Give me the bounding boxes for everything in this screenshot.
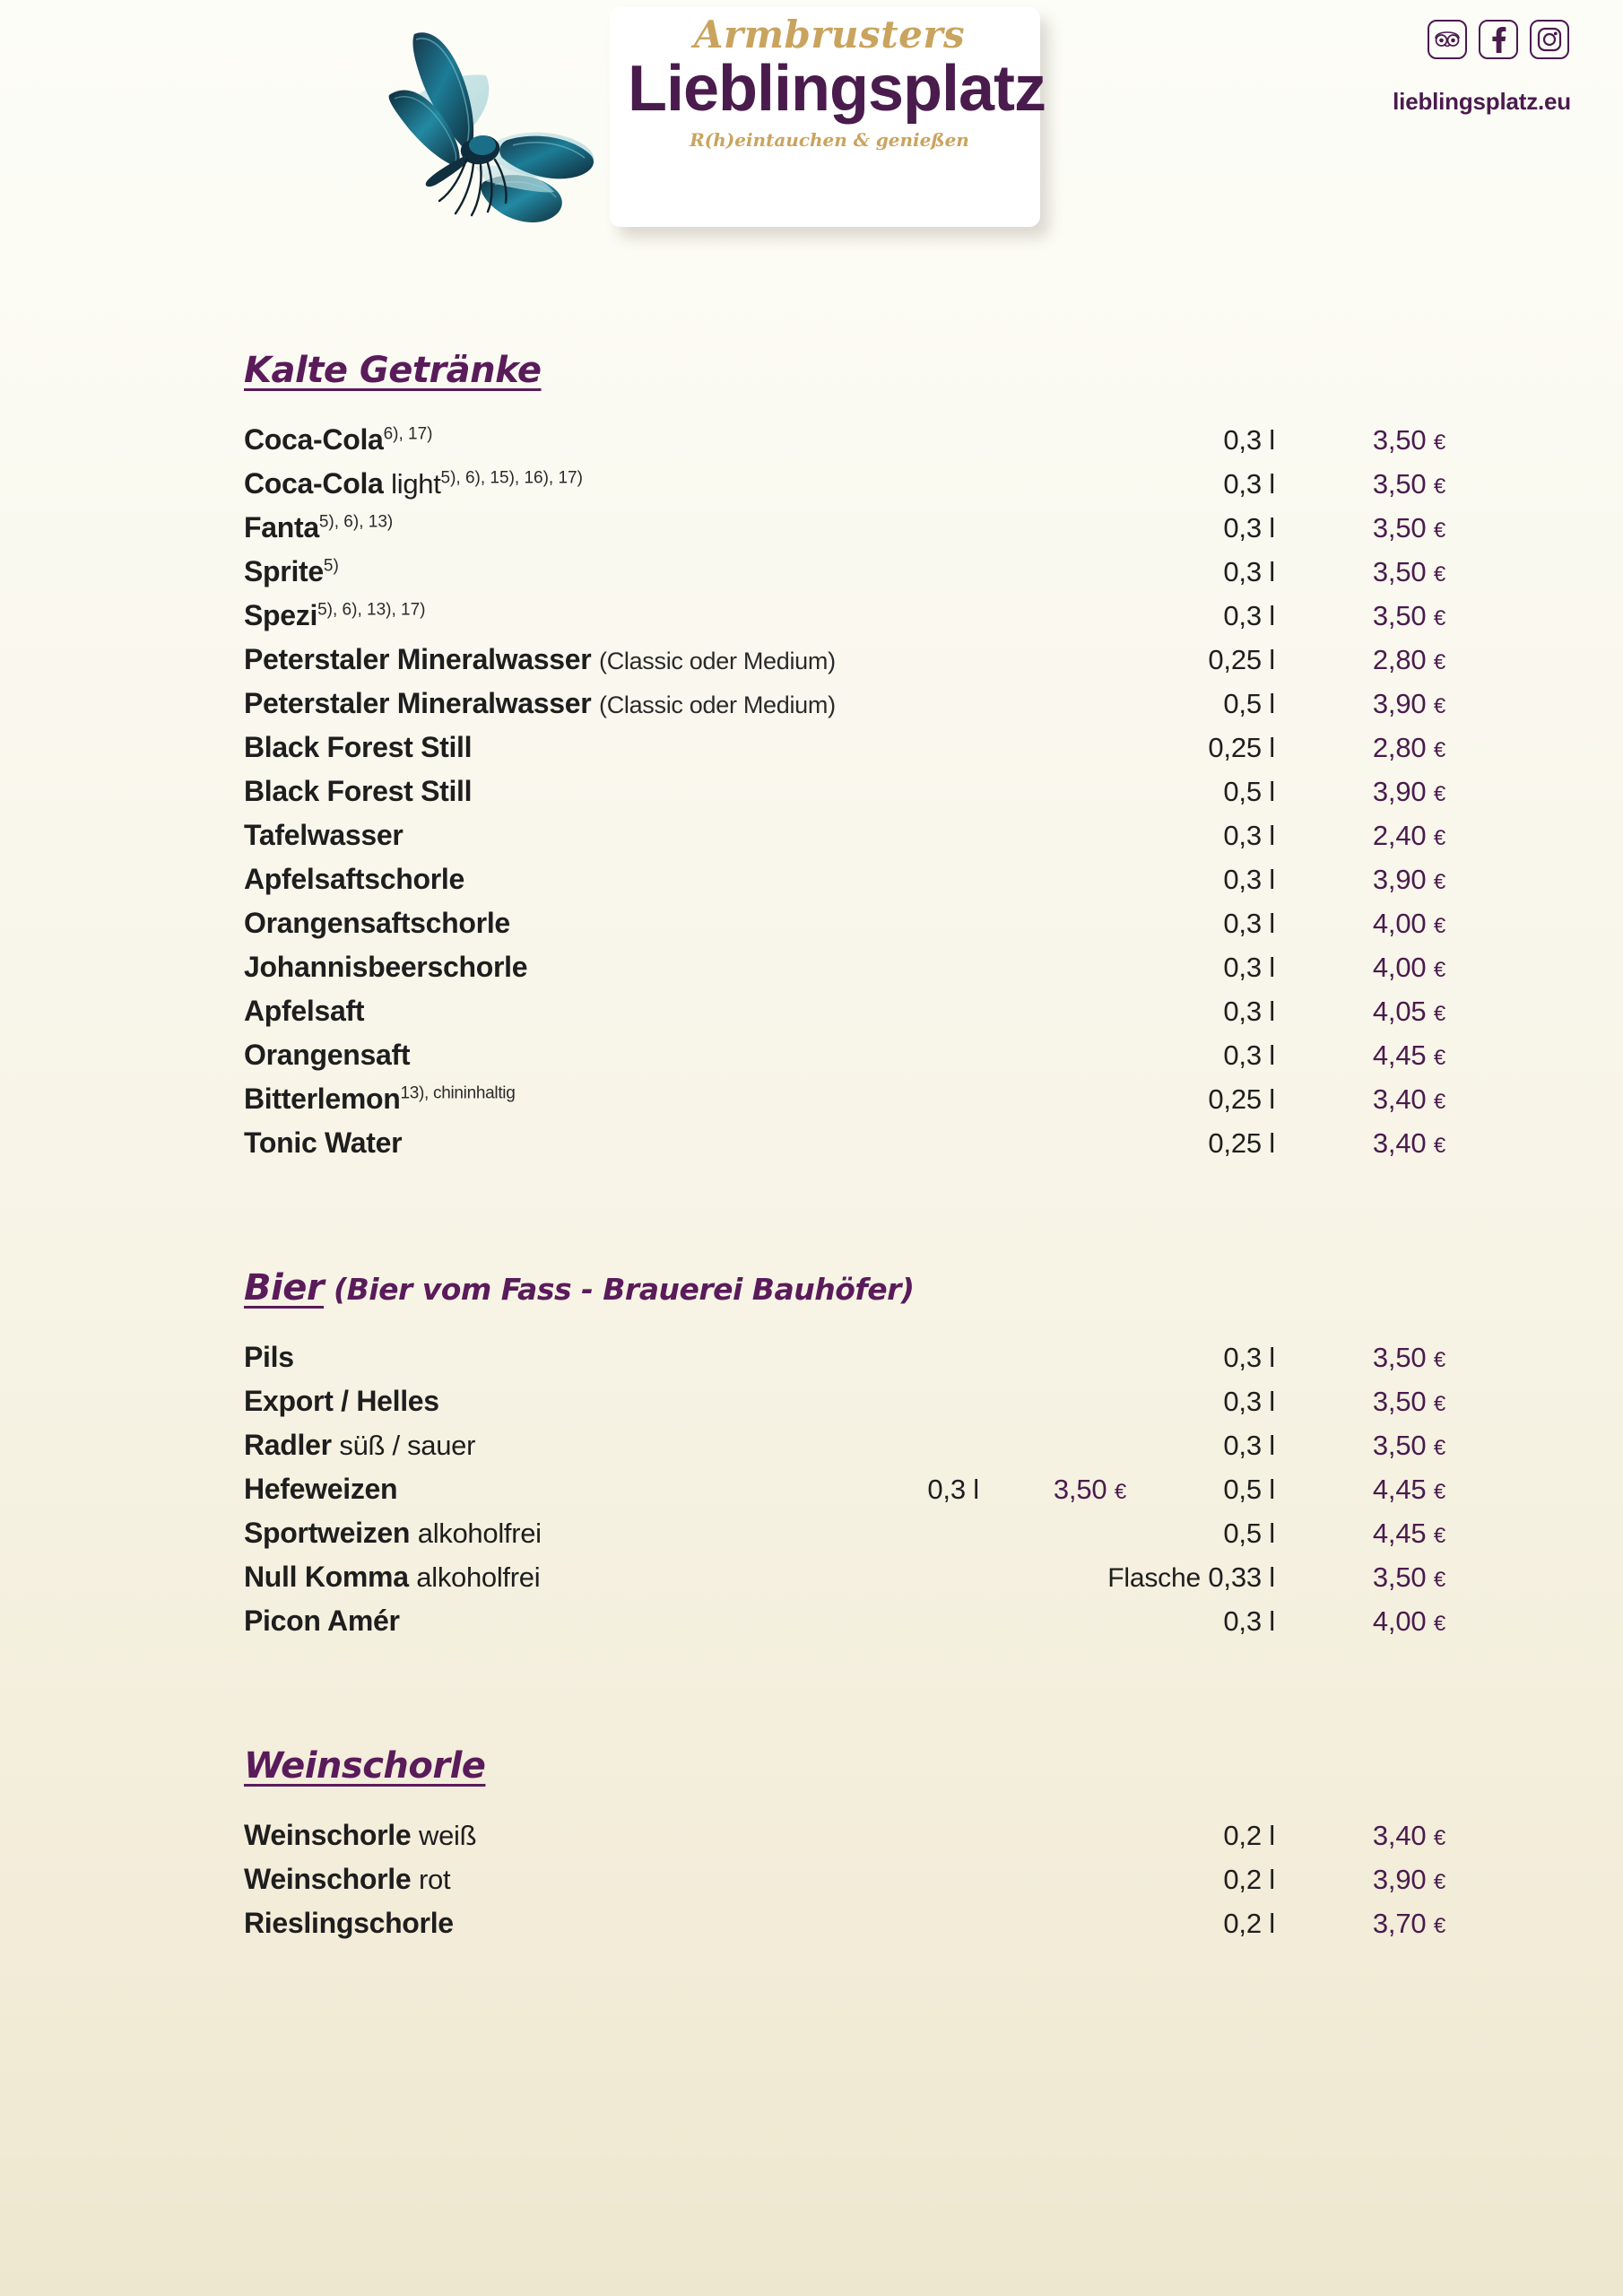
- item-volume: 0,25 l: [1208, 732, 1275, 763]
- dragonfly-logo-icon: [377, 9, 646, 242]
- instagram-icon[interactable]: [1530, 20, 1569, 59]
- item-price: 2,80 €: [1372, 644, 1445, 675]
- logo-tagline: R(h)eintauchen & genießen: [690, 128, 969, 151]
- item-price: 3,50 €: [1372, 1386, 1445, 1417]
- menu-row: [244, 995, 1445, 1039]
- item-name: Export / Helles: [244, 1385, 439, 1417]
- item-name: Peterstaler Mineralwasser (Classic oder Medium): [244, 687, 836, 719]
- item-name: Spezi$^{5), 6), 13), 17)}$: [244, 599, 426, 631]
- item-name: Weinschorle rot: [244, 1863, 451, 1895]
- section-spacer: [244, 1648, 1445, 1745]
- item-name: Tonic Water: [244, 1126, 403, 1159]
- menu-row: [244, 951, 1445, 995]
- item-volume: 0,2 l: [1223, 1864, 1275, 1895]
- logo-main-line: Lieblingsplatz: [628, 53, 1046, 125]
- menu-row: [244, 1863, 1445, 1907]
- item-volume: 0,25 l: [1208, 1127, 1275, 1159]
- menu-content: [244, 350, 1445, 1951]
- item-price: 4,45 €: [1372, 1039, 1445, 1071]
- item-volume: 0,3 l: [1223, 1605, 1275, 1637]
- item-price: 3,50 €: [1372, 424, 1445, 456]
- item-price: 3,70 €: [1372, 1908, 1445, 1939]
- menu-row: [244, 1473, 1445, 1517]
- logo-script-line: Armbrusters: [693, 13, 966, 57]
- menu-row: [244, 1126, 1445, 1170]
- item-price: 3,90 €: [1372, 688, 1445, 719]
- item-price: 4,00 €: [1372, 1605, 1445, 1637]
- item-price: 4,05 €: [1372, 996, 1445, 1027]
- menu-row: [244, 1039, 1445, 1083]
- menu-row: [244, 1429, 1445, 1473]
- item-price: 3,50 €: [1372, 512, 1445, 544]
- item-price: 3,40 €: [1372, 1083, 1445, 1115]
- menu-row: [244, 1907, 1445, 1951]
- menu-row: [244, 599, 1445, 643]
- item-footnote: 5), 6), 15), 16), 17): [440, 468, 583, 488]
- section-spacer: [244, 1170, 1445, 1267]
- item-volume: 0,25 l: [1208, 1083, 1275, 1115]
- item-volume: 0,3 l: [1223, 952, 1275, 983]
- page-header: [0, 0, 1623, 251]
- bottle-label: Flasche: [1107, 1563, 1201, 1593]
- item-footnote: 5), 6), 13): [318, 512, 394, 532]
- item-variant: weiß: [418, 1820, 477, 1851]
- item-name: Bitterlemon$^{13), chininhaltig}$: [244, 1083, 516, 1115]
- item-volume: 0,5 l: [1223, 776, 1275, 807]
- item-variant: süß / sauer: [339, 1430, 476, 1461]
- section-title-kalte-getraenke: [244, 350, 1445, 391]
- item-volume: 0,2 l: [1223, 1820, 1275, 1851]
- menu-row: [244, 1819, 1445, 1863]
- item-name: Radler süß / sauer: [244, 1429, 476, 1461]
- item-name: Weinschorle weiß: [244, 1819, 477, 1851]
- item-name: Tafelwasser: [244, 819, 404, 851]
- item-variant: rot: [418, 1864, 451, 1895]
- item-name: Coca-Cola$^{6), 17)}$: [244, 423, 433, 456]
- item-volume: 0,3 l: [1223, 1386, 1275, 1417]
- item-volume: 0,5 l: [1223, 688, 1275, 719]
- item-footnote: 5): [323, 556, 339, 576]
- item-price: 4,00 €: [1372, 908, 1445, 939]
- item-price: 3,90 €: [1372, 1864, 1445, 1895]
- item-price: 3,50 €: [1372, 1430, 1445, 1461]
- item-list-weinschorle: [244, 1819, 1445, 1951]
- item-price: 3,40 €: [1372, 1820, 1445, 1851]
- item-note: (Classic oder Medium): [599, 648, 836, 674]
- item-volume: 0,3 l: [1223, 864, 1275, 895]
- item-footnote: 13), chininhaltig: [400, 1083, 516, 1103]
- menu-row: [244, 863, 1445, 907]
- item-price: 3,50 €: [1372, 600, 1445, 631]
- item-note: (Classic oder Medium): [599, 691, 836, 718]
- section-title-weinschorle: [244, 1745, 1445, 1787]
- item-price: 3,50 €: [1372, 1561, 1445, 1593]
- menu-row: [244, 467, 1445, 511]
- item-volume: 0,3 l: [1223, 556, 1275, 587]
- tripadvisor-icon[interactable]: [1428, 20, 1467, 59]
- item-volume: Flasche 0,33 l: [1107, 1561, 1275, 1593]
- item-volume: 0,3 l: [1223, 600, 1275, 631]
- item-volume: 0,3 l: [1223, 908, 1275, 939]
- menu-row: [244, 775, 1445, 819]
- item-name: Picon Amér: [244, 1605, 400, 1637]
- item-volume: 0,25 l: [1208, 644, 1275, 675]
- menu-row: [244, 687, 1445, 731]
- item-volume: 0,3 l: [1223, 996, 1275, 1027]
- item-name: Apfelsaft: [244, 995, 365, 1027]
- section-bier: [244, 1267, 1445, 1648]
- item-footnote: 6), 17): [383, 424, 433, 444]
- item-volume: 0,3 l: [1223, 1430, 1275, 1461]
- item-name: Hefeweizen: [244, 1473, 398, 1505]
- menu-row: [244, 1605, 1445, 1648]
- item-name: Fanta$^{5), 6), 13)}$: [244, 511, 394, 544]
- item-volume: 0,3 l: [1223, 468, 1275, 500]
- item-footnote: 5), 6), 13), 17): [317, 600, 426, 620]
- item-price: 4,45 €: [1372, 1474, 1445, 1505]
- item-variant: alkoholfrei: [417, 1518, 542, 1549]
- menu-row: [244, 643, 1445, 687]
- item-name: Black Forest Still: [244, 731, 473, 763]
- item-price: 3,90 €: [1372, 864, 1445, 895]
- menu-row: [244, 1083, 1445, 1126]
- logo-wordmark: [628, 13, 1046, 151]
- item-price: 3,40 €: [1372, 1127, 1445, 1159]
- item-volume: 0,3 l: [1223, 1342, 1275, 1373]
- menu-row: [244, 907, 1445, 951]
- item-volume-alt: 0,3 l: [927, 1474, 979, 1505]
- item-name: Black Forest Still: [244, 775, 473, 807]
- item-name: Rieslingschorle: [244, 1907, 454, 1939]
- item-volume: 0,3 l: [1223, 820, 1275, 851]
- section-title-main: Weinschorle: [244, 1745, 486, 1787]
- social-links: [1428, 20, 1569, 59]
- menu-row: [244, 1385, 1445, 1429]
- menu-row: [244, 1517, 1445, 1561]
- section-title-main: Kalte Getränke: [244, 350, 542, 391]
- item-volume: 0,2 l: [1223, 1908, 1275, 1939]
- item-volume: 0,3 l: [1223, 512, 1275, 544]
- item-name: Orangensaftschorle: [244, 907, 510, 939]
- item-price: 4,45 €: [1372, 1518, 1445, 1549]
- menu-row: [244, 511, 1445, 555]
- menu-row: [244, 819, 1445, 863]
- menu-row: [244, 1561, 1445, 1605]
- item-name: Sprite$^{5)}$: [244, 555, 339, 587]
- item-volume: 0,5 l: [1223, 1518, 1275, 1549]
- menu-row: [244, 423, 1445, 467]
- item-variant: light: [391, 468, 441, 500]
- item-name: Apfelsaftschorle: [244, 863, 464, 895]
- item-name: Coca-Cola light$^{5), 6), 15), 16), 17)}$: [244, 467, 583, 500]
- item-price: 2,80 €: [1372, 732, 1445, 763]
- item-name: Sportweizen alkoholfrei: [244, 1517, 542, 1549]
- item-price: 2,40 €: [1372, 820, 1445, 851]
- item-price-alt: 3,50 €: [1053, 1474, 1126, 1505]
- menu-row: [244, 731, 1445, 775]
- section-kalte-getraenke: [244, 350, 1445, 1170]
- item-price: 4,00 €: [1372, 952, 1445, 983]
- website-url[interactable]: lieblingsplatz.eu: [1393, 88, 1571, 115]
- section-weinschorle: [244, 1745, 1445, 1951]
- item-list-kalte-getraenke: [244, 423, 1445, 1170]
- item-price: 3,50 €: [1372, 556, 1445, 587]
- section-title-suffix: (Bier vom Fass - Brauerei Bauhöfer): [324, 1272, 915, 1307]
- facebook-icon[interactable]: [1479, 20, 1518, 59]
- menu-row: [244, 1341, 1445, 1385]
- section-title-bier: [244, 1267, 1445, 1309]
- item-name: Peterstaler Mineralwasser (Classic oder Medium): [244, 643, 836, 675]
- item-price: 3,50 €: [1372, 1342, 1445, 1373]
- item-volume: 0,3 l: [1223, 424, 1275, 456]
- item-name: Null Komma alkoholfrei: [244, 1561, 541, 1593]
- item-name: Pils: [244, 1341, 294, 1373]
- menu-row: [244, 555, 1445, 599]
- item-volume: 0,3 l: [1223, 1039, 1275, 1071]
- item-volume: 0,5 l: [1223, 1474, 1275, 1505]
- item-name: Orangensaft: [244, 1039, 411, 1071]
- section-title-main: Bier: [244, 1267, 325, 1309]
- item-variant: alkoholfrei: [416, 1561, 541, 1593]
- item-name: Johannisbeerschorle: [244, 951, 528, 983]
- item-price: 3,50 €: [1372, 468, 1445, 500]
- item-price: 3,90 €: [1372, 776, 1445, 807]
- item-list-bier: [244, 1341, 1445, 1648]
